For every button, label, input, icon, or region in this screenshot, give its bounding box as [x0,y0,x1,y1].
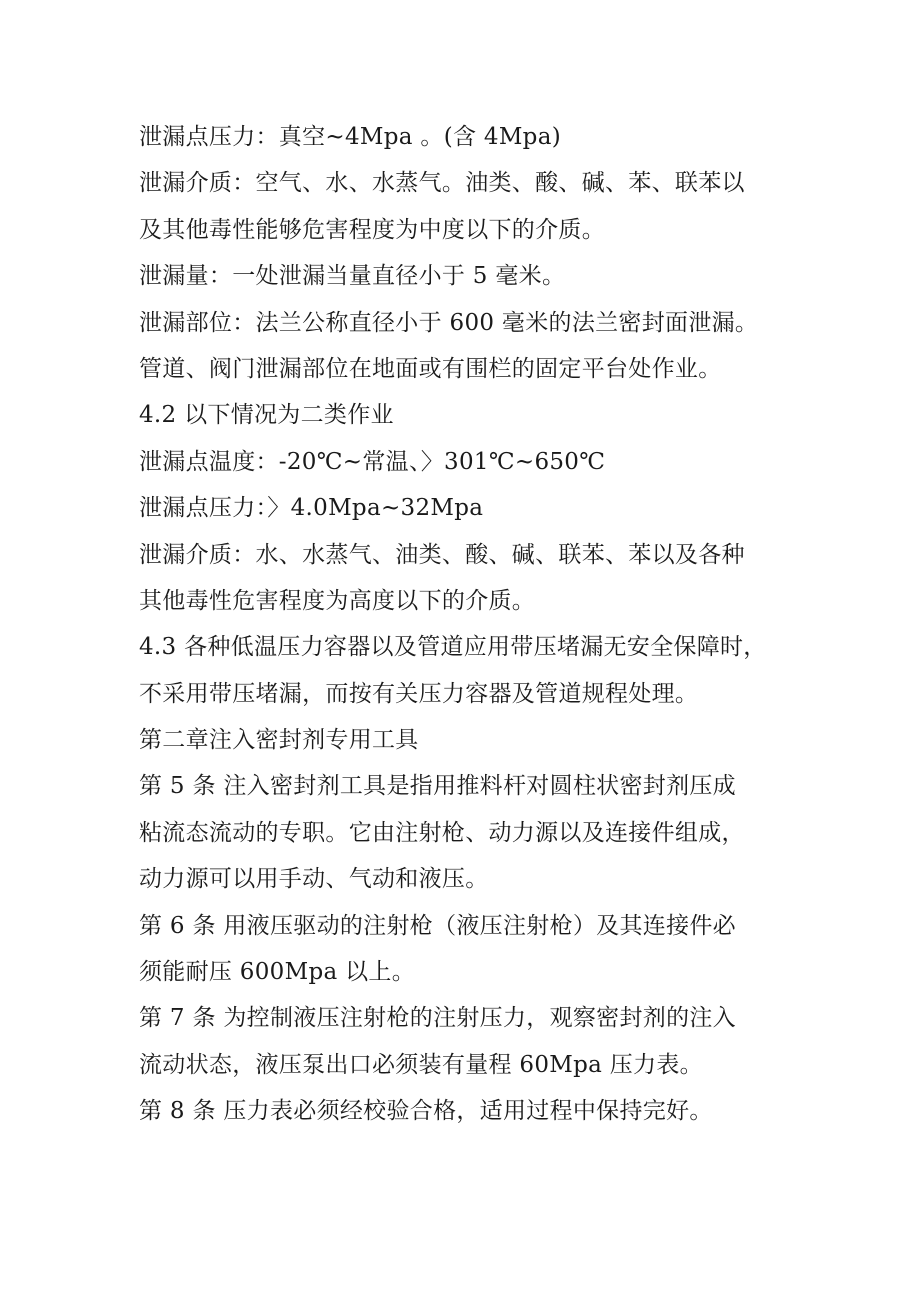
text-line: 泄漏点压力：〉4.0Mpa~32Mpa [139,495,484,522]
text-line: 须能耐压 600Mpa 以上。 [139,959,416,986]
document-body [139,114,809,1135]
text-line: 管道、阀门泄漏部位在地面或有围栏的固定平台处作业。 [139,355,722,382]
text-line: 动力源可以用手动、气动和液压。 [139,866,489,893]
text-line: 泄漏点压力：真空~4Mpa 。(含 4Mpa) [139,124,561,150]
text-line: 流动状态，液压泵出口必须装有量程 60Mpa 压力表。 [139,1051,703,1078]
section-heading: 4.2 以下情况为二类作业 [139,402,394,429]
text-line: 其他毒性危害程度为高度以下的介质。 [139,587,536,614]
text-line: 第 8 条 压力表必须经校验合格，适用过程中保持完好。 [139,1098,713,1125]
text-line: 4.3 各种低温压力容器以及管道应用带压堵漏无安全保障时， [139,634,767,661]
text-line: 不采用带压堵漏，而按有关压力容器及管道规程处理。 [139,680,699,707]
text-line: 泄漏部位：法兰公称直径小于 600 毫米的法兰密封面泄漏。 [139,309,759,336]
text-line: 泄漏介质：水、水蒸气、油类、酸、碱、联苯、苯以及各种 [139,541,745,568]
text-line: 粘流态流动的专职。它由注射枪、动力源以及连接件组成， [139,819,745,846]
text-line: 及其他毒性能够危害程度为中度以下的介质。 [139,216,605,243]
text-line: 泄漏介质：空气、水、水蒸气。油类、酸、碱、苯、联苯以 [139,170,745,197]
text-line: 第 5 条 注入密封剂工具是指用推料杆对圆柱状密封剂压成 [139,773,736,800]
text-line: 第 6 条 用液压驱动的注射枪（液压注射枪）及其连接件必 [139,912,736,939]
text-line: 第 7 条 为控制液压注射枪的注射压力，观察密封剂的注入 [139,1005,736,1032]
text-line: 泄漏量：一处泄漏当量直径小于 5 毫米。 [139,263,566,290]
chapter-heading: 第二章注入密封剂专用工具 [139,727,419,754]
text-line: 泄漏点温度：-20℃~常温、〉301℃~650℃ [139,448,606,475]
